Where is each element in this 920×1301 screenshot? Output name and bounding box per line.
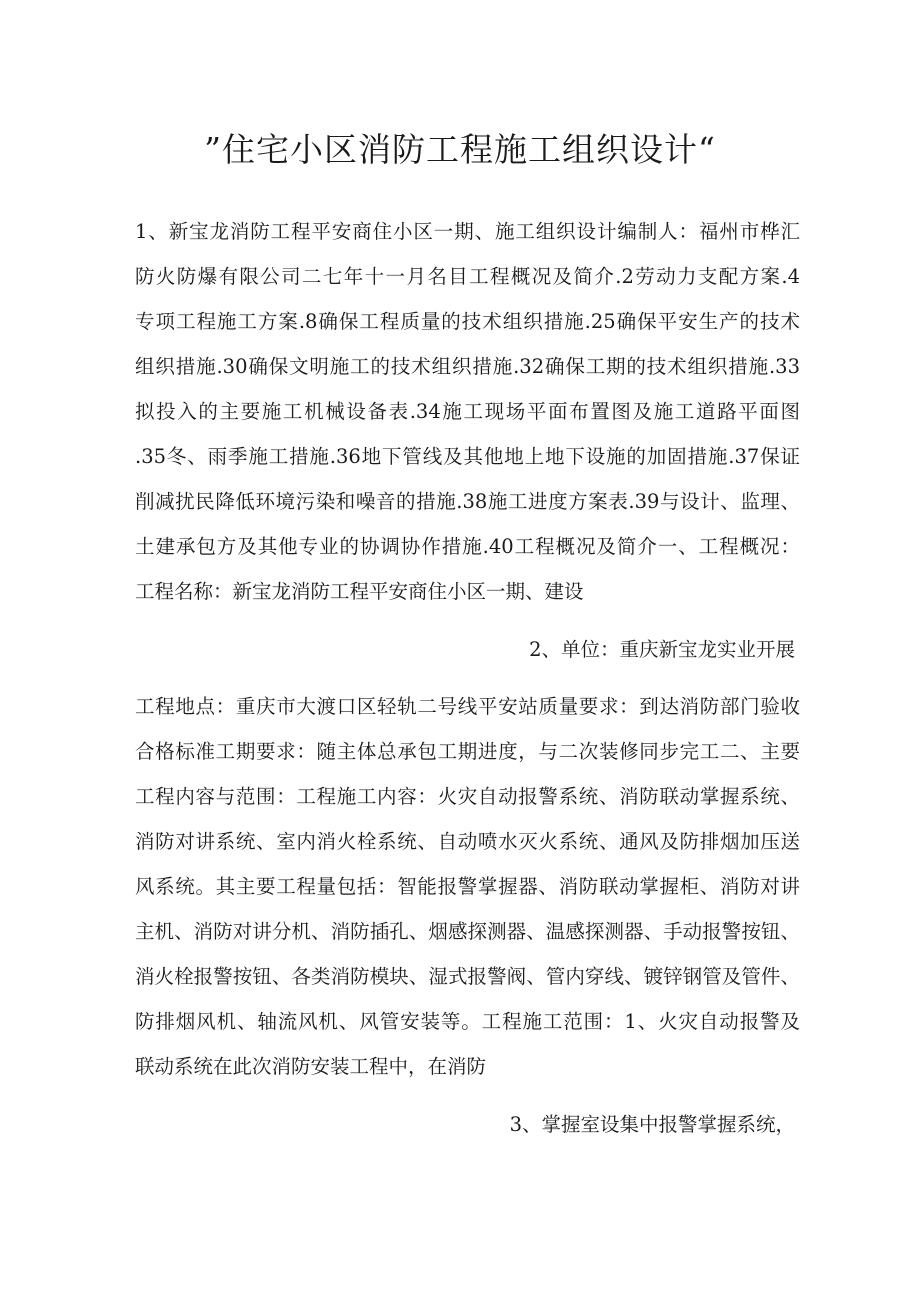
paragraph-line: 防排烟风机、轴流风机、风管安装等。工程施工范围：1、火灾自动报警及	[135, 1010, 800, 1033]
paragraph-right-line: 3、掌握室设集中报警掌握系统，	[509, 1113, 795, 1136]
paragraph-line: 防火防爆有限公司二七年十一月名目工程概况及简介.2劳动力支配方案.4	[135, 265, 800, 288]
document-title: ”住宅小区消防工程施工组织设计“	[204, 130, 716, 169]
paragraph-line: 1、新宝龙消防工程平安商住小区一期、施工组织设计编制人：福州市桦汇	[135, 220, 800, 243]
paragraph-line: 拟投入的主要施工机械设备表.34施工现场平面布置图及施工道路平面图	[135, 400, 800, 423]
paragraph-line: 联动系统在此次消防安装工程中，在消防	[135, 1055, 487, 1078]
paragraph-line: 工程内容与范围：工程施工内容：火灾自动报警系统、消防联动掌握系统、	[135, 785, 800, 808]
paragraph-line: 组织措施.30确保文明施工的技术组织措施.32确保工期的技术组织措施.33	[135, 355, 800, 378]
paragraph-line: .35冬、雨季施工措施.36地下管线及其他地上地下设施的加固措施.37保证	[135, 445, 800, 468]
paragraph-line: 工程地点：重庆市大渡口区轻轨二号线平安站质量要求：到达消防部门验收	[135, 695, 800, 718]
paragraph-line: 工程名称：新宝龙消防工程平安商住小区一期、建设	[135, 580, 584, 603]
paragraph-line: 消防对讲系统、室内消火栓系统、自动喷水灭火系统、通风及防排烟加压送	[135, 830, 800, 853]
paragraph-line: 风系统。其主要工程量包括：智能报警掌握器、消防联动掌握柜、消防对讲	[135, 875, 800, 898]
paragraph-line: 消火栓报警按钮、各类消防模块、湿式报警阀、管内穿线、镀锌钢管及管件、	[135, 965, 800, 988]
paragraph-line: 专项工程施工方案.8确保工程质量的技术组织措施.25确保平安生产的技术	[135, 310, 800, 333]
paragraph-line: 合格标准工期要求：随主体总承包工期进度，与二次装修同步完工二、主要	[135, 740, 800, 763]
paragraph-line: 土建承包方及其他专业的协调协作措施.40工程概况及简介一、工程概况：	[135, 535, 800, 558]
paragraph-line: 削减扰民降低环境污染和噪音的措施.38施工进度方案表.39与设计、监理、	[135, 490, 800, 513]
paragraph-right-line: 2、单位：重庆新宝龙实业开展	[529, 638, 795, 661]
paragraph-line: 主机、消防对讲分机、消防插孔、烟感探测器、温感探测器、手动报警按钮、	[135, 920, 800, 943]
